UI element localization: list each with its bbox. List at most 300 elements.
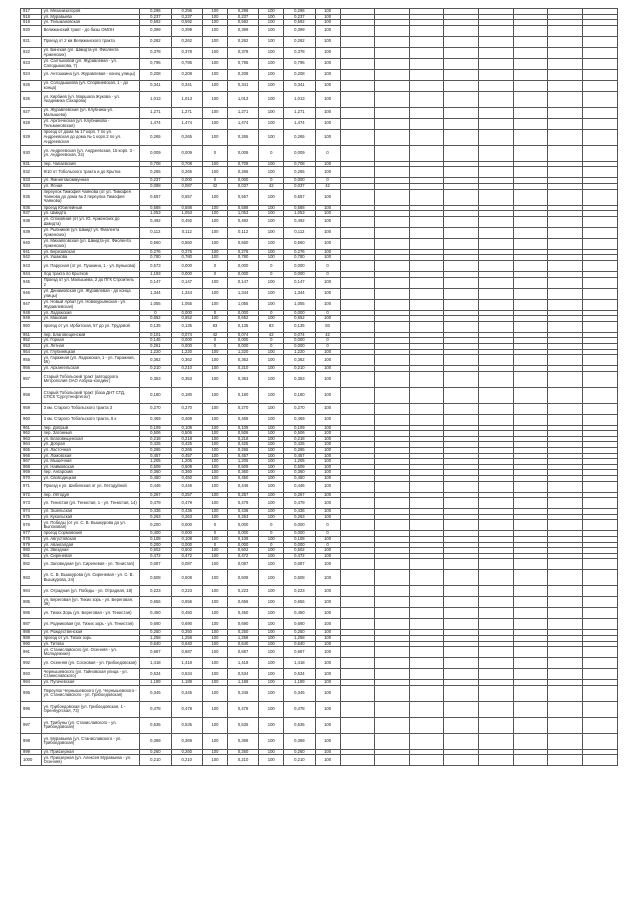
percent-result: 100 [315,436,340,442]
empty-cell [513,701,548,717]
road-name: Велижанский тракт - до базы ОМОН [41,25,140,36]
percent-result: 100 [315,107,340,118]
empty-cell [583,189,618,205]
value-result: 0,276 [284,249,315,255]
percent-repair: 100 [259,80,284,91]
empty-cell [409,238,444,249]
percent-normative: 100 [202,211,227,217]
empty-cell [479,36,514,47]
value-total: 1,193 [140,271,171,277]
value-result: 0,535 [284,717,315,733]
percent-normative: 100 [202,36,227,47]
row-number: 980 [21,548,42,554]
percent-result: 100 [315,14,340,20]
empty-cell [444,355,479,366]
row-number: 957 [21,371,42,387]
value-normative: 0,180 [171,387,202,403]
value-result: 0,265 [284,448,315,454]
empty-cell [340,189,375,205]
empty-cell [444,701,479,717]
percent-repair: 100 [259,414,284,425]
percent-result: 100 [315,701,340,717]
empty-cell [548,36,583,47]
empty-cell [375,658,410,669]
value-total: 0,180 [140,387,171,403]
empty-cell [513,216,548,227]
percent-result: 100 [315,91,340,107]
value-repair: 0,276 [227,249,258,255]
percent-normative: 0 [202,520,227,531]
value-result: 0,000 [284,542,315,548]
empty-cell [583,321,618,332]
empty-cell [583,145,618,161]
percent-normative: 100 [202,107,227,118]
empty-cell [409,189,444,205]
value-repair: 0,237 [227,14,258,20]
empty-cell [548,520,583,531]
value-total: 0,656 [140,597,171,608]
value-total: 0,260 [140,749,171,755]
row-number: 943 [21,260,42,271]
row-number: 928 [21,118,42,129]
empty-cell [479,597,514,608]
table-row [21,733,618,749]
value-result: 0,296 [284,9,315,15]
empty-cell [444,118,479,129]
value-normative: 0,479 [171,498,202,509]
table-row [21,277,618,288]
value-repair: 0,296 [227,9,258,15]
value-repair: 1,055 [227,299,258,310]
empty-cell [513,619,548,630]
empty-cell [583,669,618,680]
empty-cell [340,288,375,299]
value-result: 0,250 [284,630,315,636]
empty-cell [583,25,618,36]
value-normative: 0,000 [171,271,202,277]
value-normative: 0,000 [171,338,202,344]
value-total: 0,200 [140,542,171,548]
empty-cell [583,414,618,425]
empty-cell [583,520,618,531]
value-normative: 0,223 [171,586,202,597]
percent-repair: 0 [259,531,284,537]
value-repair: 0,353 [227,371,258,387]
road-name: ул. Рыбников (ул. Шмидт ул. Фиолента Арженских) [41,227,140,238]
table-row [21,25,618,36]
value-result: 0,210 [284,755,315,766]
percent-normative: 42 [202,183,227,189]
table-row [21,167,618,178]
empty-cell [375,91,410,107]
row-number: 935 [21,189,42,205]
percent-normative: 100 [202,470,227,476]
value-result: 1,205 [284,459,315,465]
value-normative: 0,509 [171,464,202,470]
road-name: ул. Механизаторов [41,9,140,15]
value-repair: 0,360 [227,470,258,476]
empty-cell [548,58,583,69]
value-repair: 0,795 [227,58,258,69]
percent-repair: 42 [259,332,284,338]
percent-normative: 100 [202,47,227,58]
value-total: 0,263 [140,514,171,520]
percent-normative: 100 [202,481,227,492]
empty-cell [513,69,548,80]
empty-cell [375,288,410,299]
percent-repair: 100 [259,559,284,570]
empty-cell [340,277,375,288]
percent-result: 100 [315,755,340,766]
empty-cell [583,717,618,733]
row-number: 962 [21,431,42,437]
empty-cell [548,570,583,586]
value-total: 1,189 [140,680,171,686]
empty-cell [409,559,444,570]
percent-normative: 100 [202,586,227,597]
empty-cell [340,129,375,145]
empty-cell [444,755,479,766]
empty-cell [340,371,375,387]
row-number: 917 [21,9,42,15]
percent-normative: 100 [202,448,227,454]
table-body [21,9,618,766]
percent-repair: 100 [259,492,284,498]
empty-cell [444,91,479,107]
percent-result: 100 [315,608,340,619]
value-total: 0,640 [140,641,171,647]
value-total: 0,009 [140,145,171,161]
empty-cell [583,608,618,619]
percent-normative: 100 [202,425,227,431]
percent-result: 0 [315,145,340,161]
value-result: 0,009 [284,145,315,161]
road-name: проезд от ул. Ирбитская, 57 до ул. Трудовой [41,321,140,332]
empty-cell [583,69,618,80]
empty-cell [548,755,583,766]
percent-result: 100 [315,498,340,509]
value-normative: 0,147 [171,277,202,288]
empty-cell [513,80,548,91]
value-normative: 0,276 [171,249,202,255]
empty-cell [548,387,583,403]
value-total: 0 [140,310,171,316]
row-number: 991 [21,647,42,658]
percent-repair: 100 [259,36,284,47]
value-repair: 0,690 [227,619,258,630]
value-normative: 0,687 [171,647,202,658]
value-total: 0,592 [140,20,171,26]
value-total: 1,344 [140,288,171,299]
empty-cell [340,559,375,570]
empty-cell [479,559,514,570]
value-normative: 0,262 [171,36,202,47]
value-normative: 0,450 [171,476,202,482]
empty-cell [548,260,583,271]
empty-cell [444,669,479,680]
empty-cell [409,717,444,733]
value-normative: 0,478 [171,701,202,717]
value-result: 1,189 [284,680,315,686]
value-result: 0,270 [284,403,315,414]
value-result: 1,474 [284,118,315,129]
table-row [21,717,618,733]
value-normative: 0,492 [171,216,202,227]
empty-cell [409,47,444,58]
value-result: 0,000 [284,531,315,537]
value-result: 0,508 [284,570,315,586]
percent-normative: 100 [202,701,227,717]
empty-cell [340,238,375,249]
empty-cell [513,299,548,310]
empty-cell [583,227,618,238]
empty-cell [444,58,479,69]
empty-cell [444,387,479,403]
value-repair: 0,345 [227,685,258,701]
table-row [21,658,618,669]
value-repair: 0,000 [227,271,258,277]
road-name: ул. Арктическая (ул. Клубникова - Тельмановская) [41,118,140,129]
empty-cell [375,403,410,414]
percent-result: 100 [315,205,340,211]
road-name: ул. Эшельская [41,509,140,515]
percent-repair: 100 [259,69,284,80]
value-repair: 0,260 [227,749,258,755]
row-number: 970 [21,476,42,482]
value-total: 0,112 [140,227,171,238]
empty-cell [375,321,410,332]
road-name: пер. Благовещенский [41,332,140,338]
empty-cell [444,238,479,249]
empty-cell [409,755,444,766]
road-name: ул. Бинская (ул. Шмидта-ул. Фиолента Арженских) [41,47,140,58]
value-result: 0,000 [284,520,315,531]
empty-cell [513,288,548,299]
road-name: ул. Ласточная [41,448,140,454]
value-result: 0,074 [284,332,315,338]
percent-result: 100 [315,641,340,647]
percent-result: 100 [315,658,340,669]
row-number: 953 [21,343,42,349]
value-repair: 0,592 [227,20,258,26]
percent-normative: 100 [202,641,227,647]
empty-cell [548,619,583,630]
empty-cell [548,299,583,310]
value-result: 0,457 [284,453,315,459]
value-repair: 0,535 [227,717,258,733]
percent-repair: 100 [259,442,284,448]
empty-cell [479,107,514,118]
empty-cell [583,118,618,129]
value-normative: 0,108 [171,537,202,543]
road-name: пер. Добрый [41,425,140,431]
row-number: 966 [21,453,42,459]
percent-repair: 100 [259,481,284,492]
percent-result: 100 [315,619,340,630]
percent-normative: 100 [202,403,227,414]
percent-normative: 100 [202,58,227,69]
empty-cell [409,25,444,36]
table-row [21,403,618,414]
empty-cell [375,371,410,387]
percent-repair: 42 [259,183,284,189]
percent-normative: 100 [202,216,227,227]
value-normative: 0,260 [171,749,202,755]
percent-repair: 100 [259,20,284,26]
value-total: 0,557 [140,189,171,205]
percent-normative: 100 [202,608,227,619]
value-result: 0,353 [284,371,315,387]
value-repair: 0,640 [227,641,258,647]
percent-result: 100 [315,431,340,437]
table-row [21,36,618,47]
value-repair: 0,560 [227,238,258,249]
row-number: 941 [21,249,42,255]
empty-cell [479,216,514,227]
value-total: 0,506 [140,431,171,437]
road-name: ул. Журавлевская (ул. Клубника-ул. Малышева) [41,107,140,118]
empty-cell [409,608,444,619]
value-normative: 0,436 [171,509,202,515]
table-row [21,118,618,129]
empty-cell [479,669,514,680]
empty-cell [409,227,444,238]
empty-cell [409,498,444,509]
percent-normative: 100 [202,453,227,459]
row-number: 937 [21,211,42,217]
empty-cell [340,387,375,403]
empty-cell [479,189,514,205]
value-result: 0,469 [284,414,315,425]
value-repair: 0,399 [227,25,258,36]
value-total: 0,101 [140,332,171,338]
road-name: ул. Трибуны (ул. Станиславского - ул. Грибоедовская) [41,717,140,733]
empty-cell [548,80,583,91]
road-name: 3 км. Старого Тобольского тракта 3 [41,403,140,414]
empty-cell [375,107,410,118]
road-name: ул. Муравьева (ул. Станиславского - ул. Грибоедовская) [41,733,140,749]
value-normative: 0,592 [171,20,202,26]
empty-cell [479,69,514,80]
value-result: 0,450 [284,476,315,482]
percent-repair: 100 [259,448,284,454]
empty-cell [583,498,618,509]
table-row [21,189,618,205]
row-number: 997 [21,717,42,733]
empty-cell [513,260,548,271]
percent-result: 100 [315,669,340,680]
value-repair: 0,000 [227,520,258,531]
value-total: 0,265 [140,167,171,178]
percent-normative: 100 [202,669,227,680]
value-total: 0,223 [140,586,171,597]
value-total: 1,205 [140,459,171,465]
empty-cell [340,647,375,658]
percent-repair: 100 [259,586,284,597]
row-number: 961 [21,425,42,431]
value-repair: 0,687 [227,647,258,658]
empty-cell [583,91,618,107]
value-normative: 0,708 [171,161,202,167]
value-result: 0,399 [284,25,315,36]
value-total: 0,147 [140,277,171,288]
empty-cell [375,619,410,630]
empty-cell [444,216,479,227]
value-normative: 0,534 [171,669,202,680]
percent-repair: 100 [259,669,284,680]
percent-normative: 0 [202,271,227,277]
row-number: 990 [21,641,42,647]
percent-normative: 100 [202,537,227,543]
value-result: 0,534 [284,669,315,680]
value-repair: 0,087 [227,559,258,570]
value-normative: 0,360 [171,470,202,476]
table-row [21,58,618,69]
road-name: ул. Приозерная (ул. Алексея Муравьева - ул. Осенняя) [41,755,140,766]
empty-cell [583,619,618,630]
row-number: 950 [21,321,42,332]
percent-repair: 100 [259,680,284,686]
table-row [21,586,618,597]
empty-cell [375,216,410,227]
road-name: ул. Добрая [41,442,140,448]
percent-repair: 100 [259,630,284,636]
value-repair: 0,000 [227,338,258,344]
value-result: 0,450 [284,608,315,619]
road-name: ул. Авангалдая [41,542,140,548]
value-total: 0,425 [140,442,171,448]
empty-cell [375,481,410,492]
value-normative: 0,378 [171,47,202,58]
empty-cell [513,669,548,680]
value-repair: 0,147 [227,277,258,288]
value-repair: 0,479 [227,498,258,509]
table-row [21,559,618,570]
empty-cell [583,371,618,387]
value-repair: 1,258 [227,635,258,641]
value-result: 1,013 [284,91,315,107]
value-repair: 0,000 [227,260,258,271]
row-number: 973 [21,498,42,509]
percent-result: 0 [315,520,340,531]
value-result: 0,557 [284,189,315,205]
empty-cell [583,559,618,570]
value-total: 0,088 [140,183,171,189]
empty-cell [583,58,618,69]
value-repair: 0,265 [227,167,258,178]
row-number: 918 [21,14,42,20]
road-name: ул. Береговая (ул. Тихих зорь - ул. Береговая, 39) [41,597,140,608]
value-total: 1,474 [140,118,171,129]
value-result: 0,708 [284,161,315,167]
empty-cell [444,189,479,205]
percent-repair: 100 [259,91,284,107]
value-result: 0,135 [284,321,315,332]
value-normative: 0,795 [171,58,202,69]
table-row [21,608,618,619]
row-number: 954 [21,349,42,355]
empty-cell [409,355,444,366]
value-result: 0,687 [284,647,315,658]
table-row [21,299,618,310]
empty-cell [513,238,548,249]
percent-normative: 100 [202,316,227,322]
value-total: 0,135 [140,321,171,332]
percent-normative: 100 [202,249,227,255]
value-total: 0,457 [140,453,171,459]
empty-cell [548,608,583,619]
percent-normative: 100 [202,431,227,437]
